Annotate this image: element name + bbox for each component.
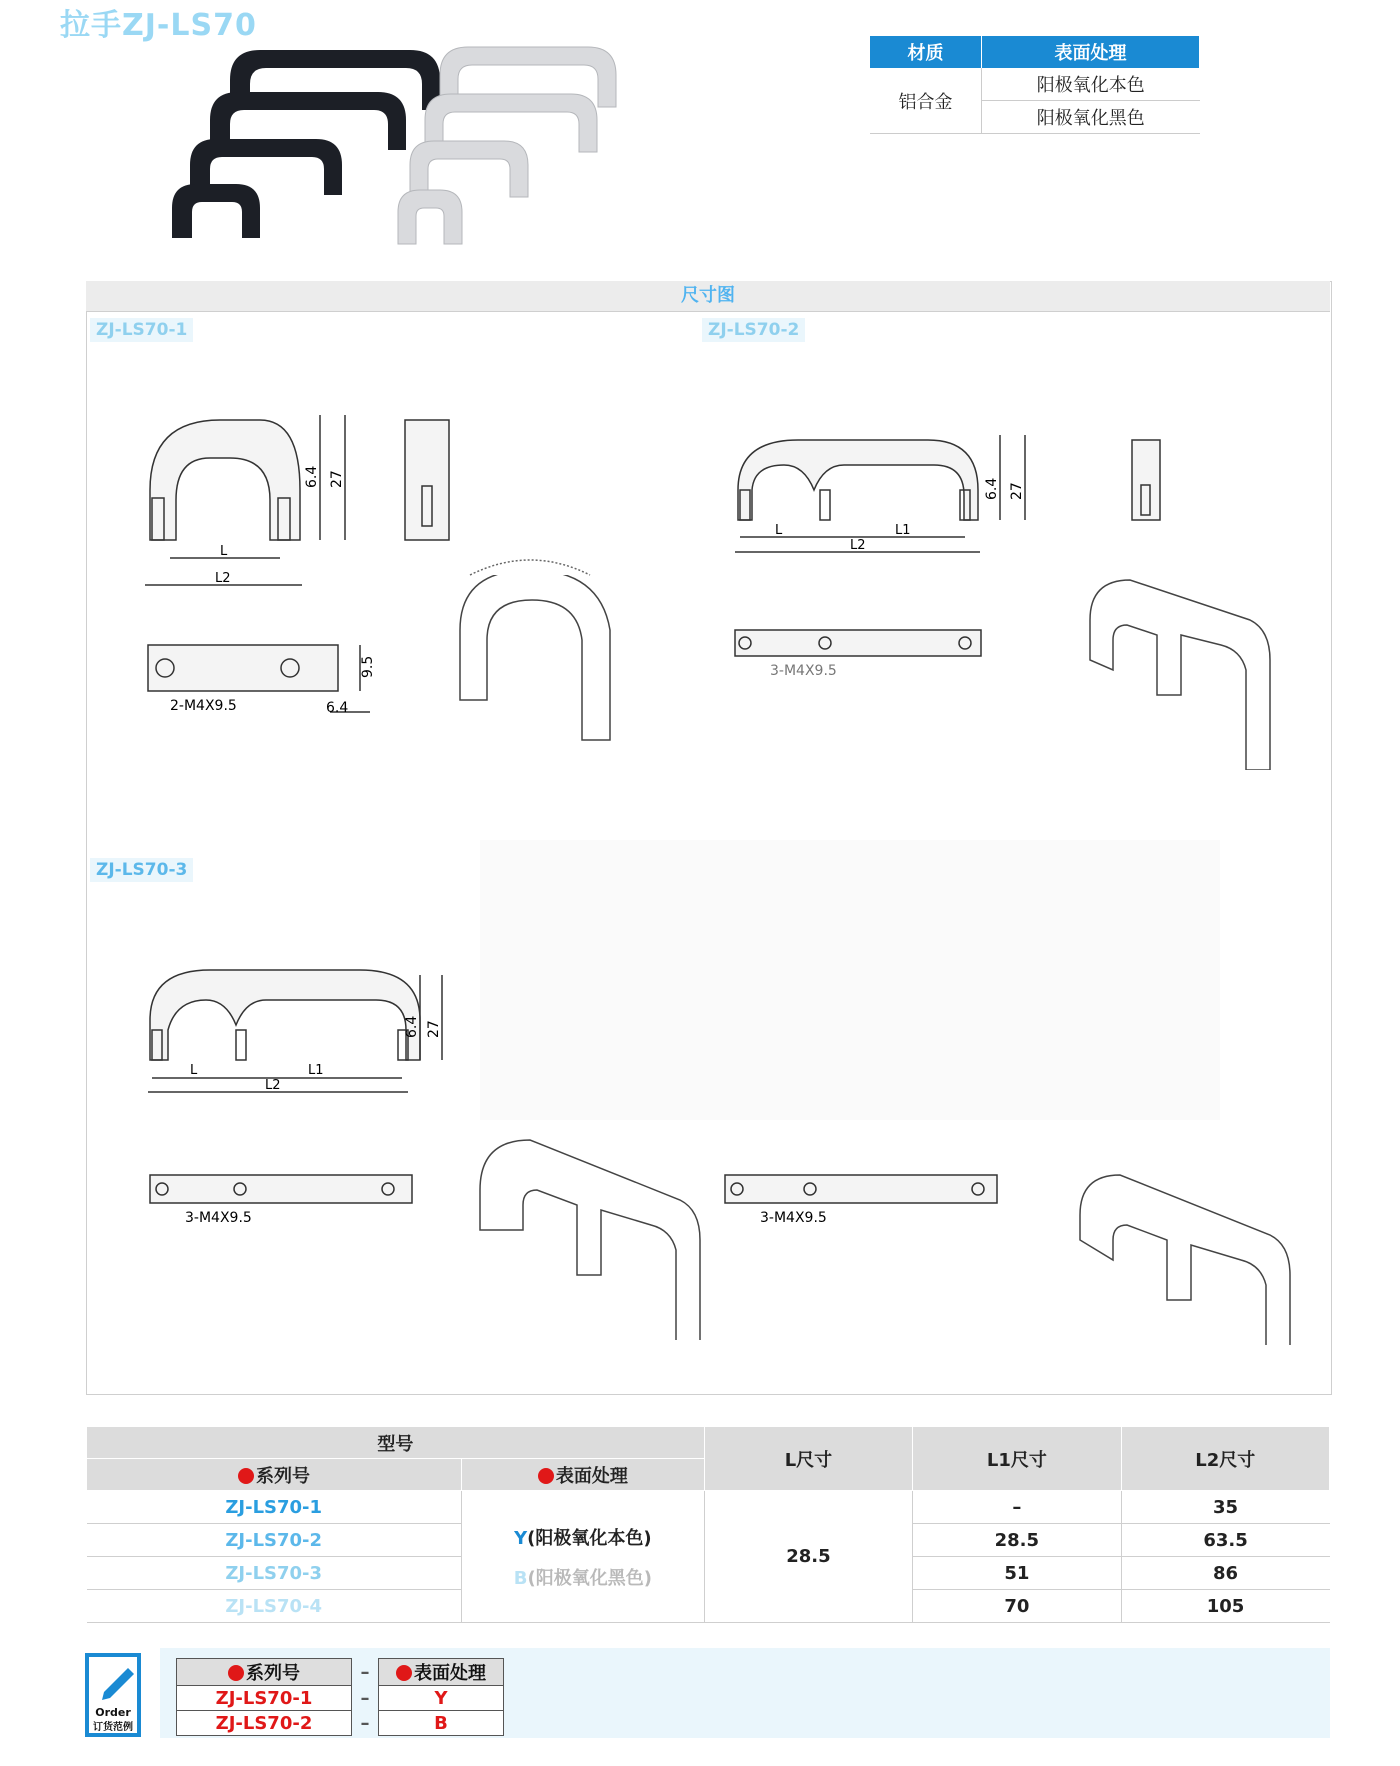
- black-handle-4: [172, 184, 260, 238]
- table-row: [177, 1686, 504, 1711]
- spec-col-series-cell: [87, 1459, 462, 1491]
- step-1-icon: [228, 1665, 244, 1681]
- label-L-2: L: [775, 523, 783, 538]
- order-separator: –: [360, 1712, 370, 1734]
- spec-col-L2: L2尺寸: [1121, 1427, 1329, 1491]
- order-pencil-icon: [84, 1652, 146, 1738]
- order-finish-cell: B: [379, 1711, 504, 1736]
- spec-col-L: L尺寸: [704, 1427, 912, 1491]
- finish-value-2: 阳极氧化黑色: [981, 101, 1199, 134]
- order-separator: –: [360, 1661, 370, 1683]
- silver-handle-4: [398, 190, 462, 244]
- order-icon-en: Order: [95, 1706, 131, 1719]
- drawing-ls70-2: [730, 430, 1300, 770]
- product-photo: [160, 40, 630, 255]
- order-icon-cn: 订货范例: [93, 1722, 133, 1733]
- series-cell: ZJ-LS70-3: [87, 1557, 462, 1590]
- label-h1: 6.4: [304, 465, 320, 488]
- order-series-cell: ZJ-LS70-1: [177, 1686, 352, 1711]
- label-holes2: 2-M4X9.5: [170, 698, 237, 714]
- finish-value-1: 阳极氧化本色: [981, 68, 1199, 101]
- L2-cell: 63.5: [1121, 1524, 1329, 1557]
- label-h2-3: 27: [426, 1020, 442, 1038]
- step-1-icon: [238, 1468, 254, 1484]
- label-L2: L2: [215, 571, 231, 586]
- material-header: 材质: [870, 36, 981, 68]
- spec-col-L1: L1尺寸: [913, 1427, 1121, 1491]
- finish-option-y: Y(阳极氧化本色): [514, 1527, 652, 1549]
- finish-option-b: B(阳极氧化黑色): [513, 1567, 652, 1589]
- silver-handle-3: [410, 141, 528, 197]
- label-d: 6.4: [326, 700, 349, 716]
- material-table: [870, 36, 1200, 134]
- label-h2: 27: [329, 470, 345, 488]
- L2-cell: 86: [1121, 1557, 1329, 1590]
- L1-cell: 51: [913, 1557, 1121, 1590]
- label-L: L: [220, 544, 228, 559]
- finish-options-cell: [461, 1491, 704, 1623]
- order-col-series-cell: [177, 1659, 352, 1686]
- L1-cell: 70: [913, 1590, 1121, 1623]
- label-h1-3: 6.4: [404, 1015, 420, 1038]
- spec-group-header: 型号: [87, 1427, 705, 1459]
- model-tag-1: ZJ-LS70-1: [90, 318, 193, 342]
- label-h1-2: 6.4: [984, 477, 1000, 500]
- step-2-icon: [396, 1665, 412, 1681]
- model-tag-3: ZJ-LS70-3: [90, 858, 193, 882]
- order-col-series: 系列号: [246, 1663, 300, 1684]
- label-L1-3: L1: [308, 1063, 324, 1078]
- order-col-finish-cell: [379, 1659, 504, 1686]
- series-cell: ZJ-LS70-2: [87, 1524, 462, 1557]
- label-h2-2: 27: [1009, 482, 1025, 500]
- label-holes3-3: 3-M4X9.5: [185, 1210, 252, 1226]
- table-row: [87, 1491, 1330, 1524]
- drawing-ls70-4: [720, 1165, 1320, 1345]
- spec-col-series: 系列号: [255, 1465, 310, 1487]
- table-row: [177, 1711, 504, 1736]
- L1-cell: 28.5: [913, 1524, 1121, 1557]
- L1-cell: –: [913, 1491, 1121, 1524]
- dimension-header: 尺寸图: [86, 281, 1330, 312]
- series-cell: ZJ-LS70-1: [87, 1491, 462, 1524]
- spec-col-finish: 表面处理: [555, 1465, 628, 1487]
- L2-cell: 35: [1121, 1491, 1329, 1524]
- spec-col-finish-cell: [461, 1459, 704, 1491]
- label-L2-3: L2: [265, 1078, 281, 1093]
- label-L-3: L: [190, 1063, 198, 1078]
- L2-cell: 105: [1121, 1590, 1329, 1623]
- finish-header: 表面处理: [981, 36, 1199, 68]
- order-series-cell: ZJ-LS70-2: [177, 1711, 352, 1736]
- model-tag-2: ZJ-LS70-2: [702, 318, 805, 342]
- order-example-table: [176, 1658, 504, 1736]
- order-finish-cell: Y: [379, 1686, 504, 1711]
- label-holes3-2: 3-M4X9.5: [770, 663, 837, 679]
- spec-table: [86, 1426, 1330, 1623]
- series-cell: ZJ-LS70-4: [87, 1590, 462, 1623]
- L-value-cell: 28.5: [704, 1491, 912, 1623]
- drawing-ls70-1: [130, 400, 690, 770]
- order-separator: –: [360, 1687, 370, 1709]
- label-holes3-4: 3-M4X9.5: [760, 1210, 827, 1226]
- material-value: 铝合金: [870, 68, 981, 134]
- order-col-finish: 表面处理: [414, 1663, 486, 1684]
- step-2-icon: [538, 1468, 554, 1484]
- label-L2-2: L2: [850, 538, 866, 553]
- label-L1-2: L1: [895, 523, 911, 538]
- label-w: 9.5: [360, 655, 376, 678]
- page-title: 拉手ZJ-LS70: [60, 8, 257, 43]
- drawing-ls70-3: [130, 960, 730, 1340]
